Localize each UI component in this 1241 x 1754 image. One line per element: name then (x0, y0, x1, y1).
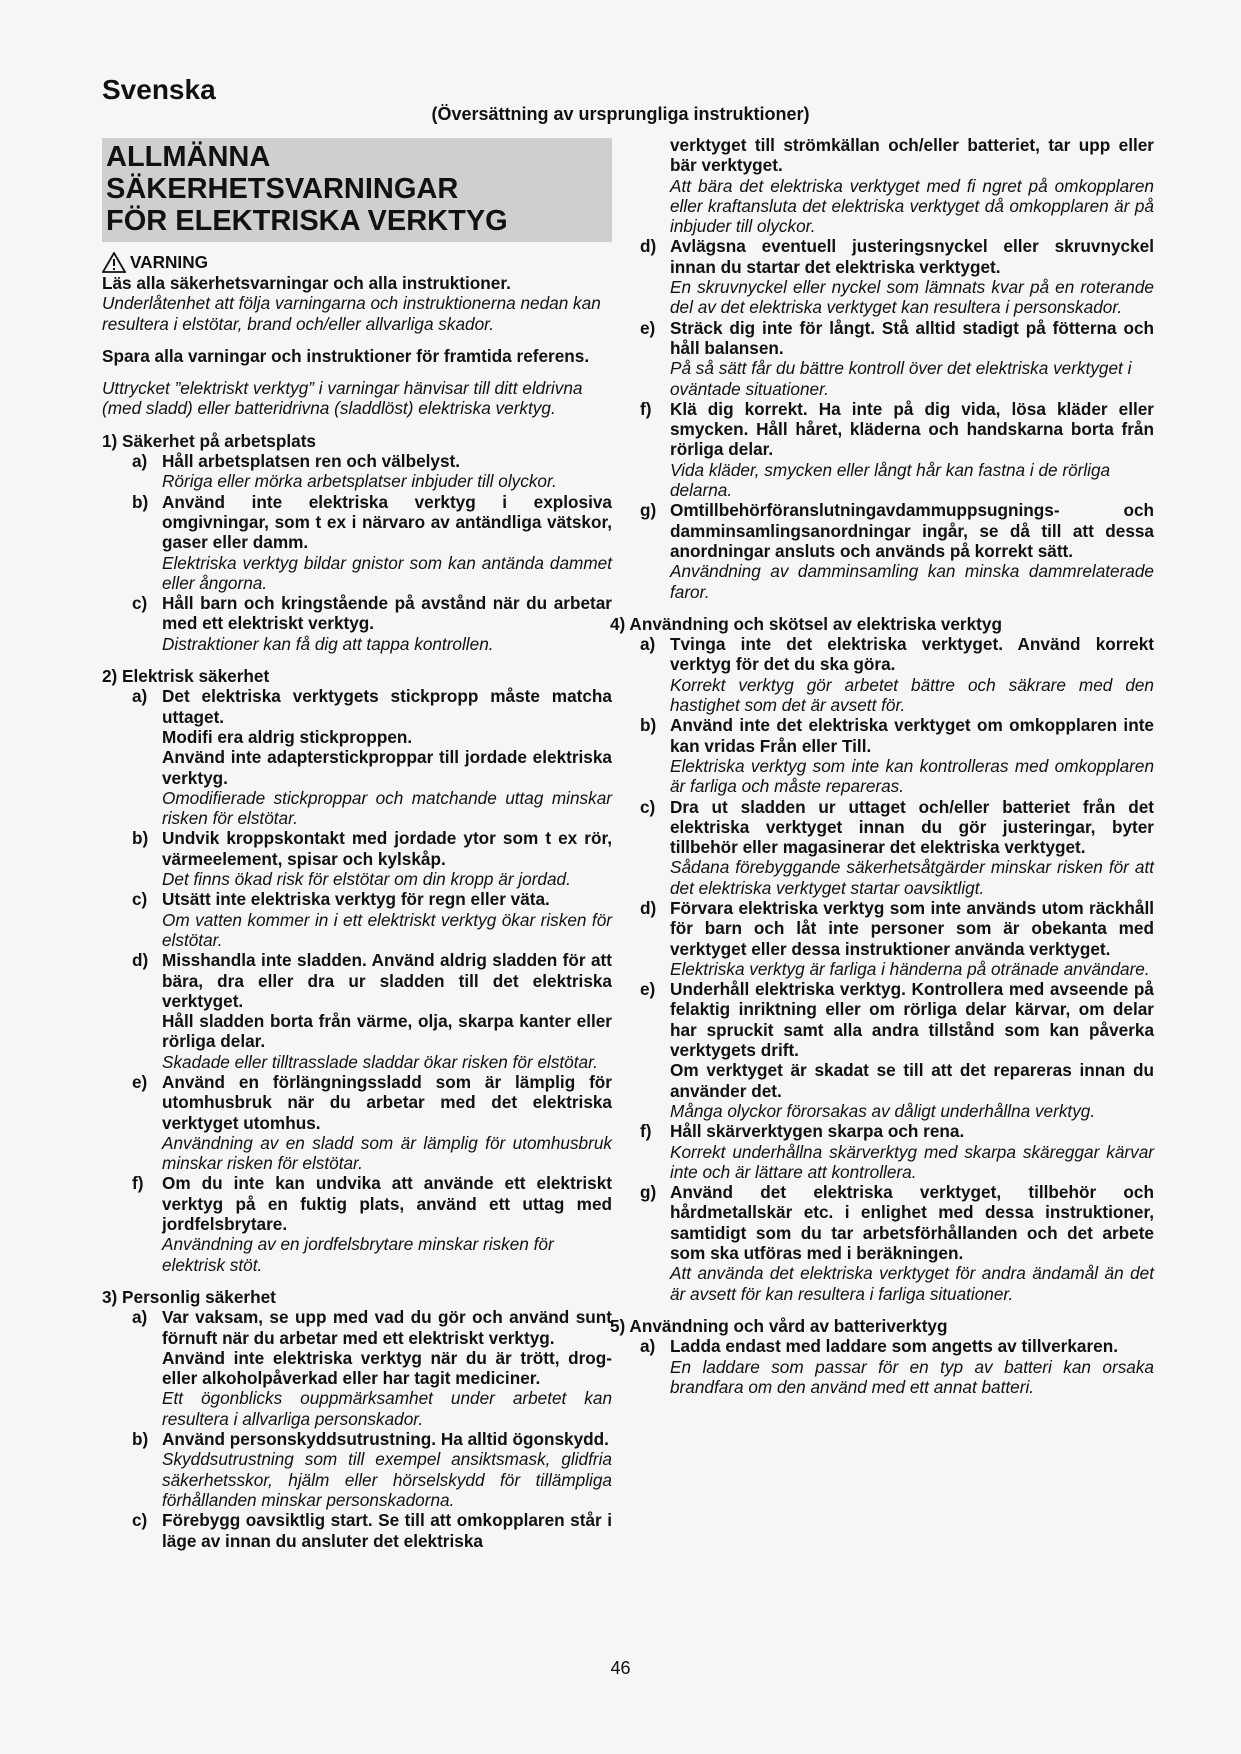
section-title-banner (102, 138, 612, 242)
list-item: f) Om du inte kan undvika att använde ett elektriskt verktyg på en fuktig plats, använd ett uttag med jordfelsbrytare. Användning av en jordfelsbrytare minskar risken för elektrisk stöt. (132, 1173, 612, 1275)
list-item: c) Dra ut sladden ur uttaget och/eller batteriet från det elektriska verktyget innan du gör justeringar, byter tillbehör eller magasinerar det elektriska verktyget. Sådana förebyggande säkerhetsåtgärder minskar risken för att det elektriska verktyget startar oavsiktligt. (640, 796, 1154, 898)
list-item: d) Avlägsna eventuell justeringsnyckel eller skruvnyckel innan du startar det elektriska verktyget. En skruvnyckel eller nyckel som lämnats kvar på en roterande del av det elektriska verktyget kan resultera i personskador. (640, 236, 1154, 318)
warning-label: VARNING (130, 252, 208, 273)
definition-text: Uttrycket ”elektriskt verktyg” i varningar hänvisar till ditt eldrivna (med sladd) eller batteridrivna (sladdlöst) elektriska verktyg. (102, 378, 583, 419)
list-item: a) Tvinga inte det elektriska verktyget. Använd korrekt verktyg för det du ska göra. Korrekt verktyg gör arbetet bättre och säkrare med den hastighet som det är avsett för. (640, 634, 1154, 716)
intro-italic: Underlåtenhet att följa varningarna och instruktionerna nedan kan resultera i elstötar, brand och/eller allvarliga skador. (102, 293, 601, 334)
language-heading: Svenska (102, 74, 216, 105)
list-item: f) Håll skärverktygen skarpa och rena. Korrekt underhållna skärverktyg med skarpa skäreggar kärvar inte och är lättare att kontrollera. (640, 1121, 1154, 1182)
list-item: c) Håll barn och kringstående på avstånd när du arbetar med ett elektriskt verktyg. Distraktioner kan få dig att tappa kontrollen. (132, 593, 612, 654)
page-number: 46 (610, 1658, 631, 1678)
list-item: e) Sträck dig inte för långt. Stå alltid stadigt på fötterna och håll balansen. På så sätt får du bättre kontroll över det elektriska verktyget i oväntade situationer. (640, 317, 1154, 399)
list-item: d) Förvara elektriska verktyg som inte används utom räckhåll för barn och låt inte personer som är obekanta med verktyget eller dessa instruktioner använda verktyget. Elektriska verktyg är farliga i händerna på otränade användare. (640, 897, 1154, 979)
right-column (610, 135, 1154, 1397)
section-4-title: 4) Användning och skötsel av elektriska verktyg (610, 613, 1002, 634)
intro-bold: Läs alla säkerhetsvarningar och alla instruktioner. (102, 273, 511, 293)
list-item: b) Använd personskyddsutrustning. Ha alltid ögonskydd. Skyddsutrustning som till exempel ansiktsmask, glidfria säkerhetsskor, hjälm eller hörselskydd för tillämpliga förhållanden minskar personskadorna. (132, 1429, 612, 1510)
list-item: a) Ladda endast med laddare som angetts av tillverkaren. En laddare som passar för en typ av batteri kan orsaka brandfara om den använd med ett annat batteri. (640, 1336, 1154, 1397)
list-item: a) Var vaksam, se upp med vad du gör och använd sunt förnuft när du arbetar med ett elektriskt verktyg. Använd inte elektriska verktyg när du är trött, drog- eller alkoholpåverkad eller har tagit mediciner. Ett ögonblicks ouppmärksamhet under arbetet kan resultera i allvarliga personskador. (132, 1307, 612, 1429)
warning-triangle-icon (102, 252, 126, 273)
list-item: b) Undvik kroppskontakt med jordade ytor som t ex rör, värmeelement, spisar och kylskåp. Det finns ökad risk för elstötar om din kropp är jordad. (132, 828, 612, 890)
translation-subtitle: (Översättning av ursprungliga instruktioner) (431, 104, 810, 124)
list-item: c) Utsätt inte elektriska verktyg för regn eller väta. Om vatten kommer in i ett elektriskt verktyg ökar risken för elstötar. (132, 889, 612, 950)
section-3-title: 3) Personlig säkerhet (102, 1286, 276, 1307)
list-item: a) Det elektriska verktygets stickpropp måste matcha uttaget. Modifi era aldrig stickproppen. Använd inte adapterstickproppar till jordade elektriska verktyg. Omodifierade stickproppar och matchande uttag minskar risken för elstötar. (132, 686, 612, 829)
list-item: g) Använd det elektriska verktyget, tillbehör och hårdmetallskär etc. i enlighet med dessa instruktioner, samtidigt som du tar arbetsförhållanden och det arbete som ska utföras med i beräkningen. Att använda det elektriska verktyget för andra ändamål än det är avsett för kan resultera i farliga situationer. (640, 1182, 1154, 1304)
list-item: a) Håll arbetsplatsen ren och välbelyst. Röriga eller mörka arbetsplatser inbjuder till olyckor. (132, 451, 557, 492)
list-item: g) Omtillbehörföranslutningavdammuppsugnings- och damminsamlingsanordningar ingår, se då till att dessa anordningar ansluts och används på korrekt sätt. Användning av damminsamling kan minska dammrelaterade faror. (640, 500, 1154, 602)
list-item: b) Använd inte det elektriska verktyget om omkopplaren inte kan vridas Från eller Till. Elektriska verktyg som inte kan kontrolleras med omkopplaren är farliga och måste repareras. (640, 715, 1154, 797)
title-line-1: ALLMÄNNA SÄKERHETSVARNINGAR (106, 141, 459, 205)
section-1-title: 1) Säkerhet på arbetsplats (102, 430, 316, 451)
list-item: e) Använd en förlängningssladd som är lämplig för utomhusbruk när du arbetar med det elektriska verktyget utomhus. Användning av en sladd som är lämplig för utomhusbruk minskar risken för elstötar. (132, 1071, 612, 1174)
section-2-title: 2) Elektrisk säkerhet (102, 666, 270, 687)
section-5-title: 5) Användning och vård av batteriverktyg (610, 1315, 948, 1336)
save-instructions: Spara alla varningar och instruktioner för framtida referens. (102, 345, 590, 366)
left-column (102, 138, 612, 1551)
list-item: e) Underhåll elektriska verktyg. Kontrollera med avseende på felaktig inriktning eller om rörliga delar kärvar, om delar har spruckit samt alla andra tillstånd som kan påverka verktygets drift. Om verktyget är skadat se till att det repareras innan du använder det. Många olyckor förorsakas av dåligt underhållna verktyg. (640, 979, 1154, 1121)
list-item: f) Klä dig korrekt. Ha inte på dig vida, lösa kläder eller smycken. Håll håret, kläderna och handskarna borta från rörliga delar. Vida kläder, smycken eller långt hår kan fastna i de rörliga delarna. (640, 398, 1154, 501)
list-item-continued: verktyget till strömkällan och/eller batteriet, tar upp eller bär verktyget. Att bära det elektriska verktyget med fi ngret på omkopplaren eller kraftansluta det elektriska verktyget då omkopplaren är på inbjuder till olyckor. (670, 135, 1154, 237)
warning-heading (102, 252, 612, 273)
title-line-2: FÖR ELEKTRISKA VERKTYG (106, 205, 508, 237)
list-item: b) Använd inte elektriska verktyg i explosiva omgivningar, som t ex i närvaro av antändliga vätskor, gaser eller damm. Elektriska verktyg bildar gnistor som kan antända dammet eller ångorna. (132, 491, 612, 593)
list-item: c) Förebygg oavsiktlig start. Se till att omkopplaren står i läge av innan du ansluter det elektriska (132, 1510, 612, 1551)
list-item: d) Misshandla inte sladden. Använd aldrig sladden för att bära, dra eller dra ur sladden till det elektriska verktyget. Håll sladden borta från värme, olja, skarpa kanter eller rörliga delar. Skadade eller tilltrasslade sladdar ökar risken för elstötar. (132, 950, 612, 1072)
